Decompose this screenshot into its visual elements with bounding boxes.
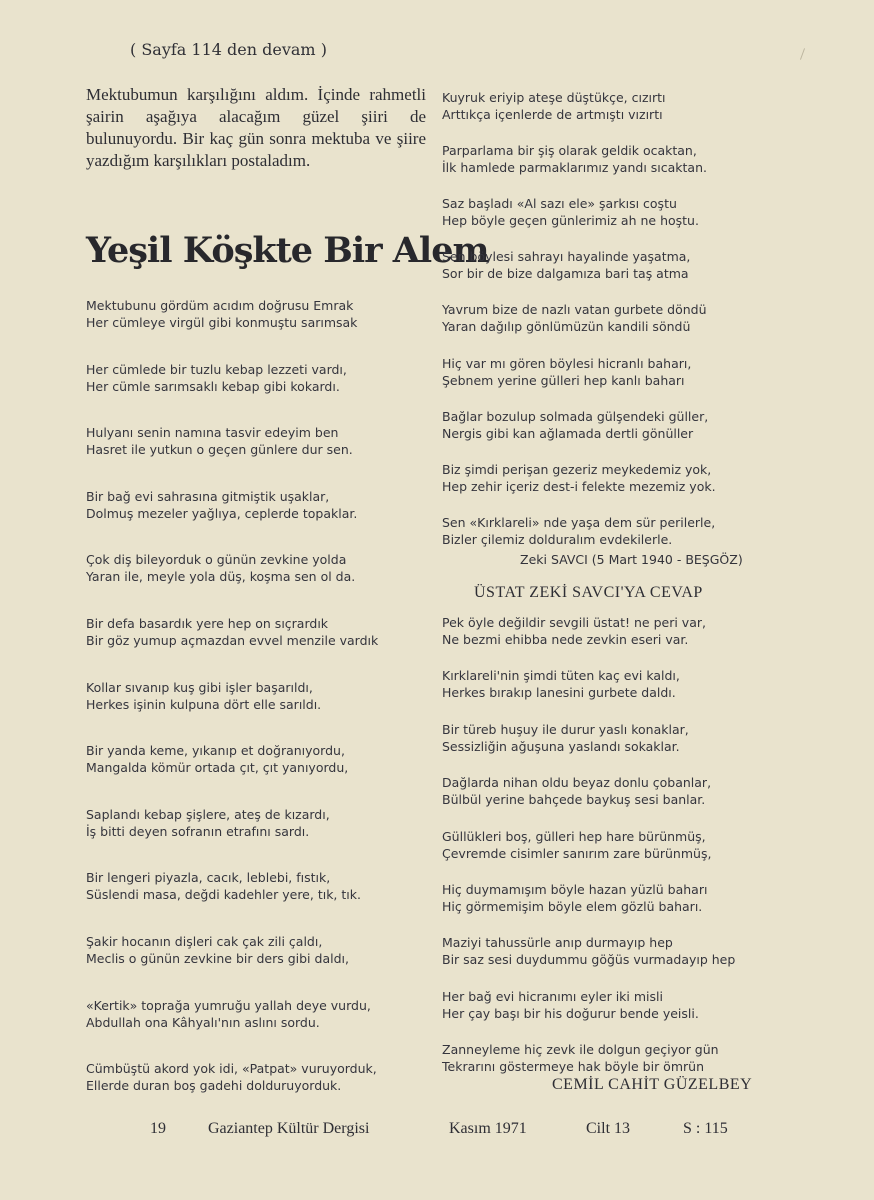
verse-line: Hiç duymamışım böyle hazan yüzlü baharı (442, 882, 708, 897)
verse-line: Bir bağ evi sahrasına gitmiştik uşaklar, (86, 488, 330, 504)
verse-line: Her çay başı bir his doğurur bende yeisli. (442, 1005, 699, 1021)
verse-line: Çevremde cisimler sanırım zare bürünmüş, (442, 845, 712, 861)
verse-line: Kırklareli'nin şimdi tüten kaç evi kaldı, (442, 668, 680, 684)
stanza (442, 142, 707, 176)
verse-line: Dolmuş mezeler yağlıya, ceplerde topaklar. (86, 505, 358, 521)
verse-line: Kollar sıvanıp kuş gibi işler başarıldı, (86, 679, 313, 695)
stray-mark (800, 48, 805, 60)
stanza (86, 1060, 377, 1094)
stanza (86, 361, 347, 395)
verse-line: Bizler çilemiz dolduralım evdekilerle. (442, 531, 673, 547)
verse-line: Dağlarda nihan oldu beyaz donlu çobanlar, (442, 775, 712, 791)
stanza (442, 667, 680, 701)
verse-line: Cümbüştü akord yok idi, «Patpat» vuruyorduk, (86, 1061, 377, 1077)
verse-line: Maziyi tahussürle anıp durmayıp hep (442, 935, 673, 951)
verse-line: Bir lengeri piyazla, cacık, leblebi, fıstık, (86, 870, 331, 886)
signature-cemil-cahit: CEMİL CAHİT GÜZELBEY (552, 1076, 753, 1093)
verse-line: Güllükleri boş, gülleri hep hare bürünmüş, (442, 828, 706, 844)
reply-heading: ÜSTAT ZEKİ SAVCI'YA CEVAP (474, 584, 703, 601)
stanza (86, 933, 349, 967)
page-number: 19 (150, 1120, 166, 1137)
verse-line: Herkes bırakıp lanesini gurbete daldı. (442, 685, 676, 701)
stanza (86, 679, 321, 713)
verse-line: Hiç var mı gören böylesi hicranlı baharı, (442, 355, 692, 371)
magazine-name: Gaziantep Kültür Dergisi (208, 1120, 370, 1137)
verse-line: Zanneyleme hiç zevk ile dolgun geçiyor gün (442, 1042, 719, 1058)
verse-line: Sen böylesi sahrayı hayalinde yaşatma, (442, 249, 691, 265)
verse-line: Bir defa basardık yere hep on sıçrardık (86, 616, 329, 631)
verse-line: Hep böyle geçen günlerimiz ah ne hoştu. (442, 213, 699, 229)
stanza (442, 408, 708, 442)
verse-line: Arttıkça içenlerde de artmıştı vızırtı (442, 107, 663, 122)
verse-line: Yaran dağılıp gönlümüzün kandili söndü (442, 319, 691, 335)
verse-line: Sor bir de bize dalgamıza bari taş atma (442, 266, 689, 282)
stanza (442, 1041, 719, 1075)
verse-line: Bir göz yumup açmazdan evvel menzile vardık (86, 633, 379, 648)
verse-line: Kuyruk eriyip ateşe düştükçe, cızırtı (442, 90, 666, 105)
issue-date: Kasım 1971 (449, 1120, 527, 1137)
verse-line: Hep zehir içeriz dest-i felekte mezemiz yok. (442, 478, 716, 494)
verse-line: Süslendi masa, değdi kadehler yere, tık, tık. (86, 887, 361, 903)
stanza (86, 742, 348, 776)
verse-line: Bağlar bozulup solmada gülşendeki güller, (442, 408, 709, 424)
stanza (86, 869, 361, 903)
stanza (86, 806, 330, 840)
verse-line: Parparlama bir şiş olarak geldik ocaktan, (442, 143, 697, 159)
stanza (442, 828, 711, 862)
stanza (442, 248, 690, 282)
volume-number: Cilt 13 (586, 1120, 631, 1137)
verse-line: Yavrum bize de nazlı vatan gurbete döndü (442, 302, 707, 318)
verse-line: Sen «Kırklareli» nde yaşa dem sür perilerle, (442, 514, 716, 530)
verse-line: Her bağ evi hicranımı eyler iki misli (442, 988, 663, 1004)
verse-line: Meclis o günün zevkine bir ders gibi daldı, (86, 951, 349, 966)
verse-line: Bir saz sesi duydummu göğüs vurmadayıp hep (442, 952, 736, 968)
poem-title: Yeşil Köşkte Bir Alem (86, 230, 489, 271)
verse-line: Abdullah ona Kâhyalı'nın aslını sordu. (86, 1014, 320, 1030)
verse-line: Saz başladı «Al sazı ele» şarkısı coştu (442, 196, 677, 212)
stanza (442, 774, 711, 808)
stanza (442, 988, 699, 1022)
signature-zeki-savci: Zeki SAVCI (5 Mart 1940 - BEŞGÖZ) (520, 552, 743, 567)
verse-line: Tekrarını göstermeye hak böyle bir ömrün (442, 1059, 704, 1075)
verse-line: Yaran ile, meyle yola düş, koşma sen ol da. (86, 569, 356, 585)
page-footer (0, 1120, 874, 1142)
stanza (442, 461, 716, 495)
verse-line: Çok diş bileyorduk o günün zevkine yolda (86, 552, 347, 568)
stanza (442, 195, 699, 229)
stanza (442, 614, 706, 648)
verse-line: Bir yanda keme, yıkanıp et doğranıyordu, (86, 743, 345, 759)
verse-line: Sessizliğin ağuşuna yaslandı sokaklar. (442, 738, 680, 754)
verse-line: Bülbül yerine bahçede baykuş sesi banlar. (442, 792, 706, 808)
verse-line: Pek öyle değildir sevgili üstat! ne peri var, (442, 615, 706, 630)
intro-paragraph: Mektubumun karşılığını aldım. İçinde rahmetli şairin aşağıya alacağım güzel şiiri de bulunuyordu. Bir kaç gün sonra mektuba ve şiire yazdığım karşılıkları postaladım. (86, 85, 426, 170)
continued-note: ( Sayfa 114 den devam ) (130, 40, 327, 59)
stanza (86, 297, 357, 331)
verse-line: Şakir hocanın dişleri cak çak zili çaldı, (86, 934, 323, 949)
verse-line: «Kertik» toprağa yumruğu yallah deye vurdu, (86, 997, 371, 1013)
stanza (86, 488, 357, 522)
verse-line: Her cümlede bir tuzlu kebap lezzeti vardı, (86, 361, 347, 377)
issue-number: S : 115 (683, 1120, 728, 1137)
verse-line: İlk hamlede parmaklarımız yandı sıcaktan. (442, 160, 707, 176)
verse-line: Ne bezmi ehibba nede zevkin eseri var. (442, 632, 689, 647)
verse-line: Mangalda kömür ortada çıt, çıt yanıyordu, (86, 760, 349, 776)
verse-line: Şebnem yerine gülleri hep kanlı baharı (442, 372, 685, 388)
verse-line: Hiç görmemişim böyle elem gözlü baharı. (442, 899, 703, 914)
verse-line: Hasret ile yutkun o geçen günlere dur sen. (86, 442, 353, 458)
verse-line: Hulyanı senin namına tasvir edeyim ben (86, 425, 339, 441)
stanza (442, 355, 691, 389)
verse-line: Her cümleye virgül gibi konmuştu sarımsak (86, 315, 358, 330)
verse-line: Saplandı kebap şişlere, ateş de kızardı, (86, 806, 330, 822)
stanza (86, 997, 371, 1031)
verse-line: İş bitti deyen sofranın etrafını sardı. (86, 823, 310, 839)
verse-line: Biz şimdi perişan gezeriz meykedemiz yok, (442, 461, 712, 477)
stanza (442, 514, 715, 548)
stanza (442, 301, 707, 335)
stanza (442, 881, 707, 915)
stanza (86, 424, 353, 458)
verse-line: Her cümle sarımsaklı kebap gibi kokardı. (86, 378, 340, 394)
verse-line: Bir türeb huşuy ile durur yaslı konaklar, (442, 721, 689, 737)
verse-line: Ellerde duran boş gadehi dolduruyorduk. (86, 1078, 342, 1094)
stanza (442, 934, 735, 968)
stanza (442, 89, 666, 123)
stanza (86, 615, 378, 649)
verse-line: Mektubunu gördüm acıdım doğrusu Emrak (86, 298, 354, 313)
verse-line: Nergis gibi kan ağlamada dertli gönüller (442, 425, 694, 441)
stanza (442, 721, 689, 755)
stanza (86, 551, 355, 585)
verse-line: Herkes işinin kulpuna dört elle sarıldı. (86, 696, 322, 712)
